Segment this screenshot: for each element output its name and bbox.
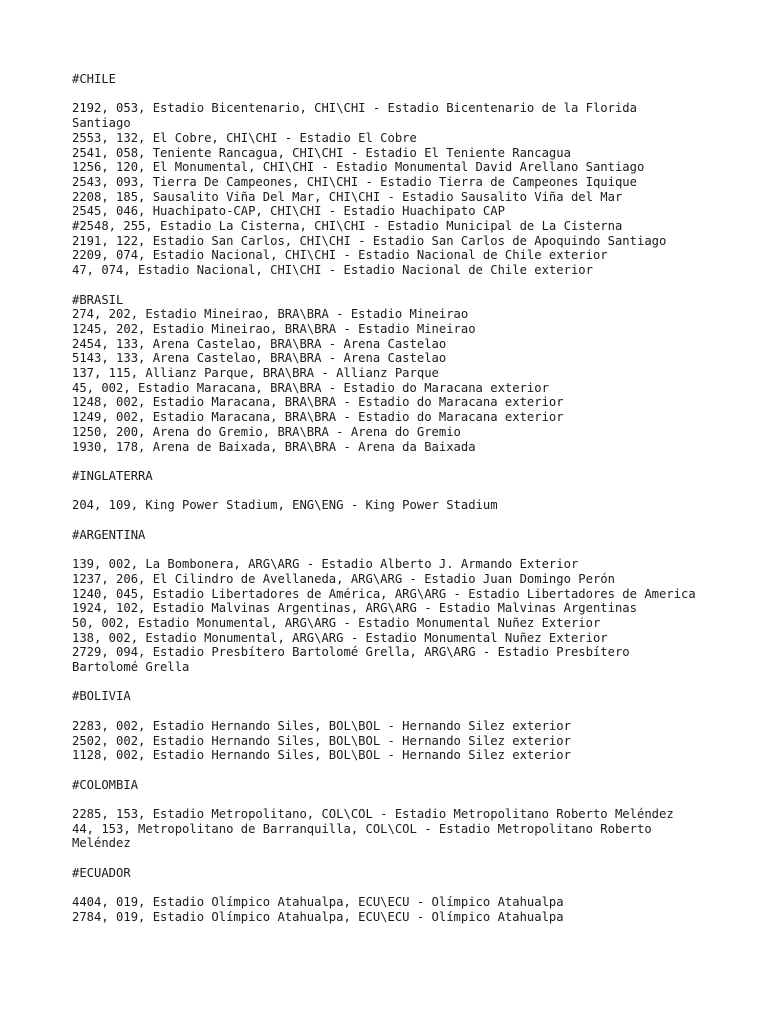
section-spacer bbox=[72, 763, 702, 778]
stadium-entry-line: 2192, 053, Estadio Bicentenario, CHI\CHI - Estadio Bicentenario de la Florida Santiago bbox=[72, 101, 645, 131]
stadium-entry-line: 2191, 122, Estadio San Carlos, CHI\CHI - Estadio San Carlos de Apoquindo Santiago bbox=[72, 233, 667, 248]
stadium-entry-line: 1237, 206, El Cilindro de Avellaneda, ARG\ARG - Estadio Juan Domingo Perón bbox=[72, 571, 615, 586]
stadium-entry-line: 1249, 002, Estadio Maracana, BRA\BRA - Estadio do Maracana exterior bbox=[72, 410, 564, 425]
section-bolivia bbox=[72, 689, 702, 763]
stadium-entry-line: #2548, 255, Estadio La Cisterna, CHI\CHI - Estadio Municipal de La Cisterna bbox=[72, 219, 623, 234]
stadium-entry-line: 1256, 120, El Monumental, CHI\CHI - Estadio Monumental David Arellano Santiago bbox=[72, 160, 645, 175]
stadium-entry-line: 2208, 185, Sausalito Viña Del Mar, CHI\CHI - Estadio Sausalito Viña del Mar bbox=[72, 189, 623, 204]
section-heading: #ARGENTINA bbox=[72, 527, 146, 542]
stadium-entry-line: 2454, 133, Arena Castelao, BRA\BRA - Arena Castelao bbox=[72, 336, 447, 351]
stadium-entry-line: 4404, 019, Estadio Olímpico Atahualpa, ECU\ECU - Olímpico Atahualpa bbox=[72, 895, 564, 910]
section-colombia bbox=[72, 778, 702, 852]
stadium-entry-line: 1924, 102, Estadio Malvinas Argentinas, ARG\ARG - Estadio Malvinas Argentinas bbox=[72, 601, 637, 616]
stadium-entry-line: 2543, 093, Tierra De Campeones, CHI\CHI - Estadio Tierra de Campeones Iquique bbox=[72, 174, 637, 189]
stadium-entry-line: 1128, 002, Estadio Hernando Siles, BOL\BOL - Hernando Silez exterior bbox=[72, 748, 571, 763]
stadium-entry-line: 5143, 133, Arena Castelao, BRA\BRA - Arena Castelao bbox=[72, 351, 447, 366]
stadium-entry-line: 274, 202, Estadio Mineirao, BRA\BRA - Estadio Mineirao bbox=[72, 307, 469, 322]
stadium-entry-line: 137, 115, Allianz Parque, BRA\BRA - Allianz Parque bbox=[72, 366, 439, 381]
document-body bbox=[72, 72, 702, 925]
stadium-entry-line: 138, 002, Estadio Monumental, ARG\ARG - Estadio Monumental Nuñez Exterior bbox=[72, 630, 608, 645]
stadium-entry-line: 50, 002, Estadio Monumental, ARG\ARG - Estadio Monumental Nuñez Exterior bbox=[72, 615, 601, 630]
section-spacer bbox=[72, 278, 702, 293]
stadium-entry-line: 44, 153, Metropolitano de Barranquilla, COL\COL - Estadio Metropolitano Roberto Meléndez bbox=[72, 821, 660, 851]
section-heading: #BOLIVIA bbox=[72, 689, 131, 704]
section-argentina bbox=[72, 528, 702, 675]
stadium-entry-line: 2729, 094, Estadio Presbítero Bartolomé Grella, ARG\ARG - Estadio Presbítero Bartolomé Grella bbox=[72, 645, 637, 675]
section-brasil bbox=[72, 293, 702, 455]
stadium-entry-line: 1240, 045, Estadio Libertadores de América, ARG\ARG - Estadio Libertadores de America bbox=[72, 586, 696, 601]
section-heading: #INGLATERRA bbox=[72, 468, 153, 483]
stadium-entry-line: 1930, 178, Arena de Baixada, BRA\BRA - Arena da Baixada bbox=[72, 439, 476, 454]
stadium-entry-line: 1250, 200, Arena do Gremio, BRA\BRA - Arena do Gremio bbox=[72, 424, 461, 439]
section-ecuador bbox=[72, 866, 702, 925]
stadium-entry-line: 47, 074, Estadio Nacional, CHI\CHI - Estadio Nacional de Chile exterior bbox=[72, 263, 593, 278]
stadium-entry-line: 204, 109, King Power Stadium, ENG\ENG - King Power Stadium bbox=[72, 498, 498, 513]
stadium-entry-line: 45, 002, Estadio Maracana, BRA\BRA - Estadio do Maracana exterior bbox=[72, 380, 549, 395]
section-inglaterra bbox=[72, 469, 702, 513]
stadium-entry-line: 1245, 202, Estadio Mineirao, BRA\BRA - Estadio Mineirao bbox=[72, 321, 476, 336]
section-spacer bbox=[72, 675, 702, 690]
section-heading: #COLOMBIA bbox=[72, 777, 139, 792]
stadium-entry-line: 2209, 074, Estadio Nacional, CHI\CHI - Estadio Nacional de Chile exterior bbox=[72, 248, 608, 263]
section-spacer bbox=[72, 851, 702, 866]
section-spacer bbox=[72, 454, 702, 469]
stadium-entry-line: 2541, 058, Teniente Rancagua, CHI\CHI - Estadio El Teniente Rancagua bbox=[72, 145, 571, 160]
stadium-entry-line: 2545, 046, Huachipato-CAP, CHI\CHI - Estadio Huachipato CAP bbox=[72, 204, 505, 219]
section-heading: #ECUADOR bbox=[72, 865, 131, 880]
stadium-entry-line: 2502, 002, Estadio Hernando Siles, BOL\BOL - Hernando Silez exterior bbox=[72, 733, 571, 748]
stadium-entry-line: 2285, 153, Estadio Metropolitano, COL\COL - Estadio Metropolitano Roberto Meléndez bbox=[72, 807, 674, 821]
section-heading: #CHILE bbox=[72, 72, 117, 86]
stadium-entry-line: 139, 002, La Bombonera, ARG\ARG - Estadio Alberto J. Armando Exterior bbox=[72, 557, 579, 572]
section-heading: #BRASIL bbox=[72, 292, 124, 307]
stadium-entry-line: 1248, 002, Estadio Maracana, BRA\BRA - Estadio do Maracana exterior bbox=[72, 395, 564, 410]
section-spacer bbox=[72, 513, 702, 528]
stadium-entry-line: 2283, 002, Estadio Hernando Siles, BOL\BOL - Hernando Silez exterior bbox=[72, 718, 571, 733]
section-chile bbox=[72, 72, 702, 278]
stadium-entry-line: 2553, 132, El Cobre, CHI\CHI - Estadio El Cobre bbox=[72, 130, 417, 145]
stadium-entry-line: 2784, 019, Estadio Olímpico Atahualpa, ECU\ECU - Olímpico Atahualpa bbox=[72, 909, 564, 924]
